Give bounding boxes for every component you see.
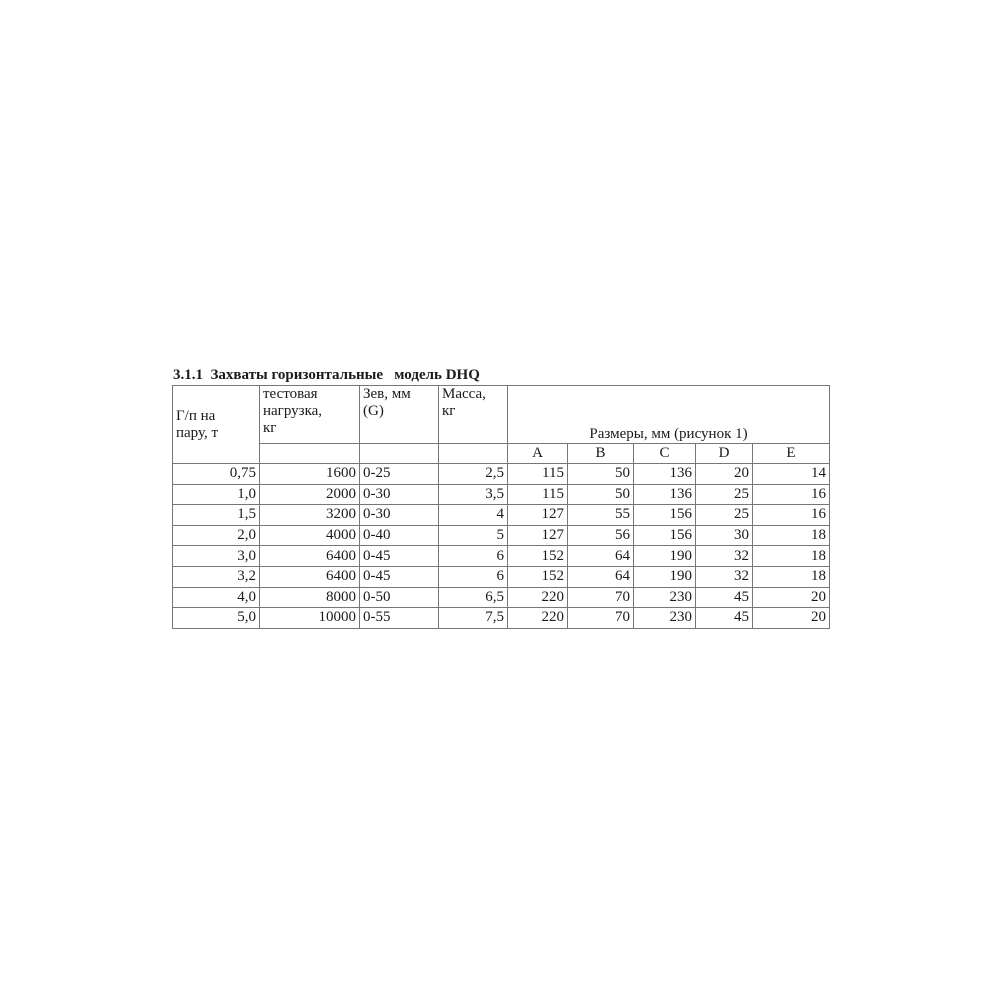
dim-c-cell: 190 [634, 566, 696, 587]
dim-a-cell: 152 [508, 546, 568, 567]
capacity-cell: 2,0 [173, 525, 260, 546]
table-row [173, 505, 830, 526]
section-number: 3.1.1 [173, 367, 203, 383]
empty-cell [360, 444, 439, 464]
dim-c-cell: 230 [634, 608, 696, 629]
dim-b-cell: 50 [568, 464, 634, 485]
dim-b-cell: 50 [568, 484, 634, 505]
dim-letter-d: D [696, 444, 753, 464]
dim-d-cell: 45 [696, 608, 753, 629]
mass-cell: 3,5 [439, 484, 508, 505]
test-load-cell: 3200 [260, 505, 360, 526]
table-row [173, 566, 830, 587]
dim-letter-e: E [753, 444, 830, 464]
dhq-spec-table [172, 385, 830, 629]
dimensions-header: Размеры, мм (рисунок 1) [508, 386, 830, 444]
data-body [173, 464, 830, 629]
empty-cell [439, 444, 508, 464]
dim-c-cell: 136 [634, 464, 696, 485]
mass-cell: 5 [439, 525, 508, 546]
dimension-letters-row [173, 444, 830, 464]
dim-e-cell: 20 [753, 608, 830, 629]
mass-cell: 4 [439, 505, 508, 526]
dim-d-cell: 32 [696, 546, 753, 567]
table-row [173, 464, 830, 485]
dim-c-cell: 156 [634, 505, 696, 526]
model-name: модель DHQ [394, 367, 480, 383]
capacity-header: Г/п на пару, т [173, 386, 260, 464]
jaw-cell: 0-45 [360, 566, 439, 587]
dim-e-cell: 20 [753, 587, 830, 608]
capacity-cell: 5,0 [173, 608, 260, 629]
capacity-cell: 1,5 [173, 505, 260, 526]
dim-e-cell: 18 [753, 546, 830, 567]
test-load-cell: 10000 [260, 608, 360, 629]
mass-header: Масса, кг [439, 386, 508, 444]
dim-e-cell: 18 [753, 525, 830, 546]
test-load-cell: 8000 [260, 587, 360, 608]
section-heading: Захваты горизонтальные [210, 367, 384, 383]
jaw-cell: 0-25 [360, 464, 439, 485]
dim-b-cell: 64 [568, 566, 634, 587]
dim-a-cell: 115 [508, 484, 568, 505]
test-load-header: тестовая нагрузка, кг [260, 386, 360, 444]
dim-b-cell: 70 [568, 587, 634, 608]
table-row [173, 525, 830, 546]
jaw-cell: 0-30 [360, 484, 439, 505]
dim-letter-c: C [634, 444, 696, 464]
dim-b-cell: 55 [568, 505, 634, 526]
jaw-cell: 0-55 [360, 608, 439, 629]
test-load-cell: 6400 [260, 546, 360, 567]
capacity-cell: 1,0 [173, 484, 260, 505]
test-load-cell: 4000 [260, 525, 360, 546]
dim-d-cell: 25 [696, 484, 753, 505]
dim-a-cell: 220 [508, 608, 568, 629]
table-row [173, 546, 830, 567]
dim-a-cell: 115 [508, 464, 568, 485]
dim-d-cell: 30 [696, 525, 753, 546]
jaw-cell: 0-40 [360, 525, 439, 546]
dim-d-cell: 20 [696, 464, 753, 485]
dim-b-cell: 70 [568, 608, 634, 629]
dim-letter-b: B [568, 444, 634, 464]
mass-cell: 6,5 [439, 587, 508, 608]
dim-a-cell: 152 [508, 566, 568, 587]
section-title [173, 365, 480, 385]
jaw-cell: 0-30 [360, 505, 439, 526]
dim-e-cell: 14 [753, 464, 830, 485]
test-load-cell: 6400 [260, 566, 360, 587]
dim-e-cell: 18 [753, 566, 830, 587]
jaw-cell: 0-50 [360, 587, 439, 608]
dim-c-cell: 156 [634, 525, 696, 546]
mass-cell: 6 [439, 566, 508, 587]
dim-e-cell: 16 [753, 505, 830, 526]
capacity-cell: 0,75 [173, 464, 260, 485]
test-load-cell: 2000 [260, 484, 360, 505]
dim-d-cell: 45 [696, 587, 753, 608]
dim-a-cell: 127 [508, 505, 568, 526]
capacity-cell: 4,0 [173, 587, 260, 608]
capacity-cell: 3,0 [173, 546, 260, 567]
dim-a-cell: 220 [508, 587, 568, 608]
dim-b-cell: 64 [568, 546, 634, 567]
dim-c-cell: 190 [634, 546, 696, 567]
dim-c-cell: 136 [634, 484, 696, 505]
header-row [173, 386, 830, 444]
jaw-header: Зев, мм (G) [360, 386, 439, 444]
dim-b-cell: 56 [568, 525, 634, 546]
table-row [173, 608, 830, 629]
table-row [173, 587, 830, 608]
dim-letter-a: A [508, 444, 568, 464]
dim-a-cell: 127 [508, 525, 568, 546]
capacity-cell: 3,2 [173, 566, 260, 587]
test-load-cell: 1600 [260, 464, 360, 485]
empty-cell [260, 444, 360, 464]
mass-cell: 2,5 [439, 464, 508, 485]
jaw-cell: 0-45 [360, 546, 439, 567]
mass-cell: 7,5 [439, 608, 508, 629]
dim-e-cell: 16 [753, 484, 830, 505]
dim-c-cell: 230 [634, 587, 696, 608]
dim-d-cell: 25 [696, 505, 753, 526]
table-row [173, 484, 830, 505]
dim-d-cell: 32 [696, 566, 753, 587]
mass-cell: 6 [439, 546, 508, 567]
